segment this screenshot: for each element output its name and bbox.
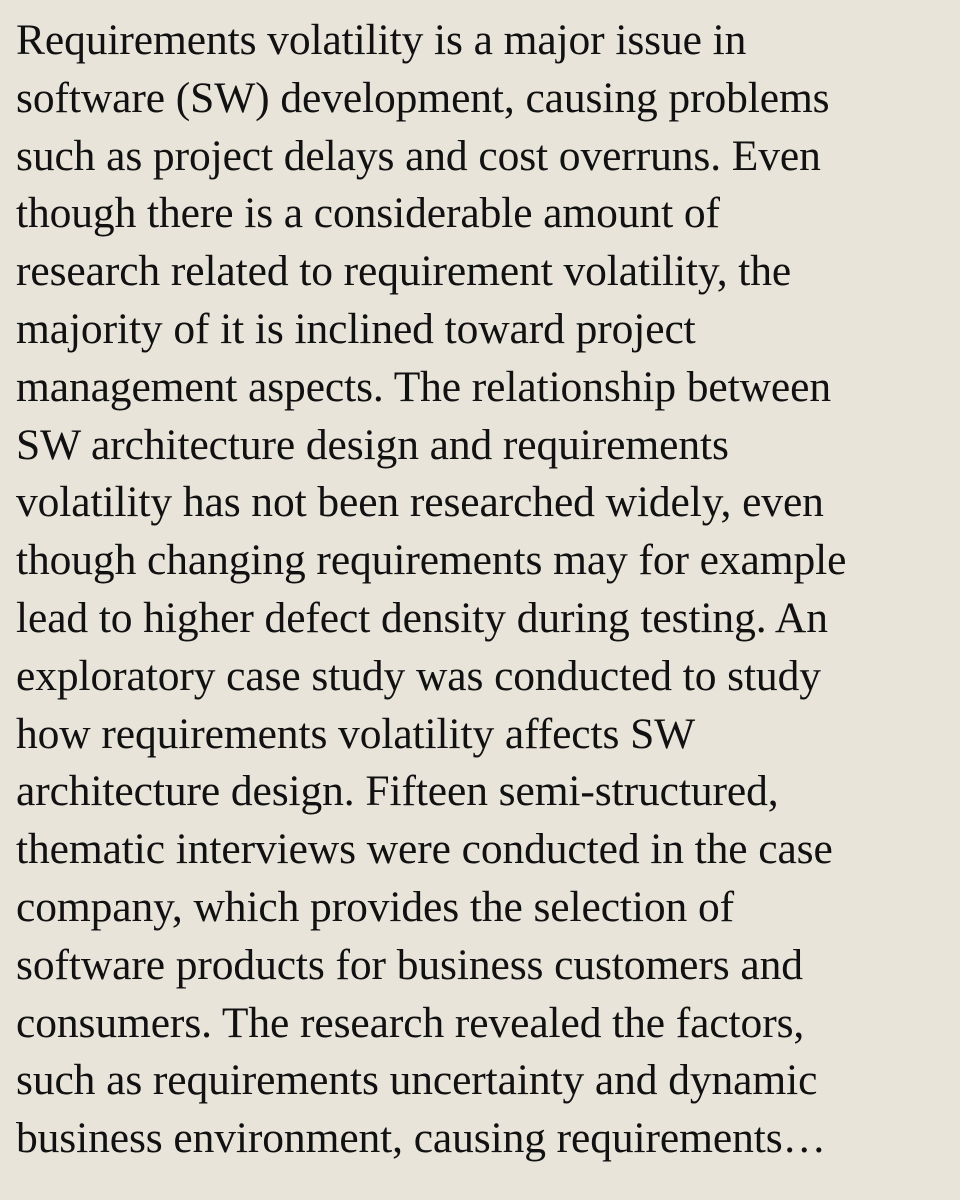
abstract-line: SW architecture design and requirements <box>16 420 729 469</box>
abstract-line: majority of it is inclined toward project <box>16 304 696 353</box>
abstract-line: company, which provides the selection of <box>16 882 734 931</box>
abstract-line: exploratory case study was conducted to study <box>16 651 821 700</box>
abstract-line: consumers. The research revealed the factors, <box>16 998 805 1047</box>
abstract-text <box>16 12 950 1168</box>
abstract-line: thematic interviews were conducted in the case <box>16 825 833 874</box>
abstract-line: though changing requirements may for example <box>16 536 847 585</box>
abstract-line: Requirements volatility is a major issue in <box>16 16 747 64</box>
abstract-line: research related to requirement volatility, the <box>16 247 792 296</box>
abstract-line: architecture design. Fifteen semi-structured, <box>16 767 779 816</box>
abstract-line: software products for business customers and <box>16 940 803 989</box>
abstract-line: management aspects. The relationship between <box>16 362 831 411</box>
abstract-line: such as requirements uncertainty and dynamic <box>16 1056 818 1105</box>
abstract-line: lead to higher defect density during testing. An <box>16 593 828 642</box>
abstract-line: how requirements volatility affects SW <box>16 709 696 758</box>
abstract-line: such as project delays and cost overruns. Even <box>16 131 821 180</box>
abstract-line: volatility has not been researched widely, even <box>16 478 824 527</box>
abstract-line: though there is a considerable amount of <box>16 189 720 238</box>
abstract-line: business environment, causing requirements… <box>16 1114 826 1163</box>
abstract-line: software (SW) development, causing problems <box>16 73 830 122</box>
